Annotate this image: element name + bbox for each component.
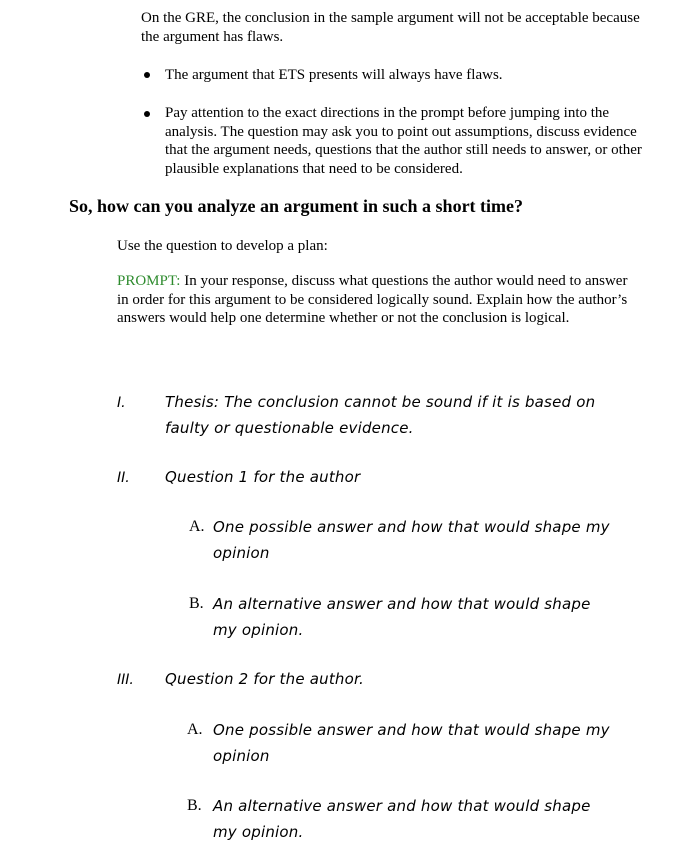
intro-paragraph: On the GRE, the conclusion in the sample argument will not be acceptable because the argument has flaws.: [141, 10, 640, 45]
outline-item: Question 2 for the author.: [165, 670, 364, 688]
sub-letter: B.: [187, 797, 202, 814]
outline-numeral: III.: [117, 672, 134, 688]
prompt-label: PROMPT:: [117, 273, 181, 289]
outline-item: Question 1 for the author: [165, 468, 361, 486]
sub-item: An alternative answer and how that would shape my opinion.: [213, 595, 591, 639]
prompt-block: [117, 272, 637, 328]
sub-letter: B.: [189, 595, 204, 612]
outline-numeral: II.: [117, 470, 130, 486]
sub-item: An alternative answer and how that would shape my opinion.: [213, 797, 591, 841]
sub-letter: A.: [189, 518, 205, 535]
outline-item: Thesis: The conclusion cannot be sound if it is based on faulty or questionable evidence.: [165, 393, 596, 437]
section-heading: So, how can you analyze an argument in such a short time?: [69, 196, 524, 216]
outline-numeral: I.: [117, 395, 126, 411]
bullet-item: The argument that ETS presents will always have flaws.: [165, 67, 503, 83]
bullet-item: Pay attention to the exact directions in the prompt before jumping into the analysis. The question may ask you to point out assumptions, discuss evidence that the argument needs, questions that the author still needs to answer, or other plausible explanations that need to be considered.: [165, 105, 642, 177]
plan-intro: Use the question to develop a plan:: [117, 238, 328, 254]
prompt-text: In your response, discuss what questions the author would need to answer in order for this argument to be considered logically sound. Explain how the author’s answers would help one determine whether or not the conclusion is logical.: [117, 273, 628, 326]
bullet-dot: [144, 111, 150, 117]
sub-item: One possible answer and how that would shape my opinion: [213, 721, 610, 765]
bullet-dot: [144, 72, 150, 78]
sub-item: One possible answer and how that would shape my opinion: [213, 518, 610, 562]
sub-letter: A.: [187, 721, 203, 738]
